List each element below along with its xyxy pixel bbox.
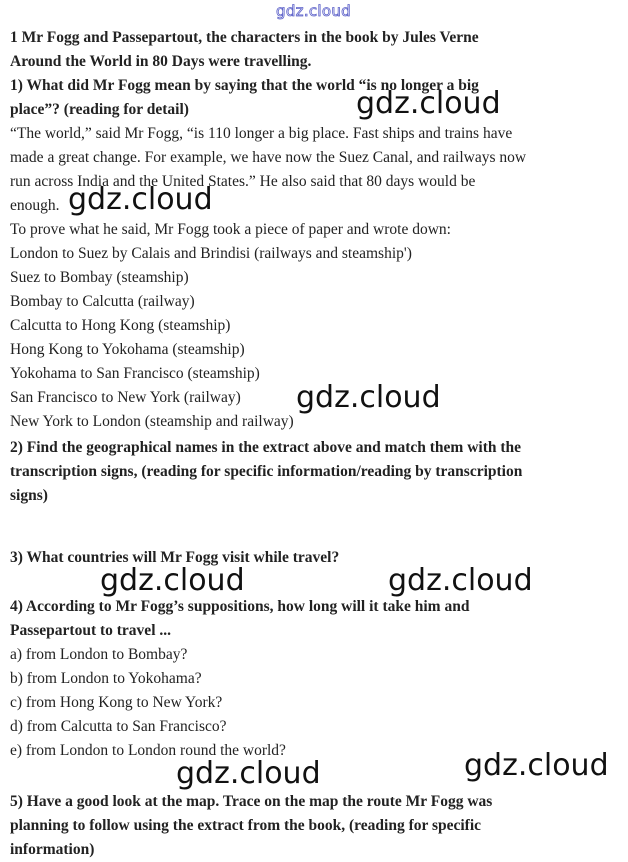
sub-question: d) from Calcutta to San Francisco? — [10, 718, 227, 735]
route-item: Suez to Bombay (steamship) — [10, 269, 189, 286]
text-line: run across India and the United States.” He also said that 80 days would be — [10, 173, 476, 190]
text-line: To prove what he said, Mr Fogg took a piece of paper and wrote down: — [10, 221, 451, 238]
text-line: information) — [10, 841, 95, 858]
text-line: “The world,” said Mr Fogg, “is 110 longer a big place. Fast ships and trains have — [10, 125, 513, 142]
text-line: transcription signs, (reading for specific information/reading by transcription — [10, 463, 523, 480]
route-item: New York to London (steamship and railway) — [10, 413, 294, 430]
route-item: Calcutta to Hong Kong (steamship) — [10, 317, 231, 334]
route-item: Bombay to Calcutta (railway) — [10, 293, 195, 310]
route-item: Yokohama to San Francisco (steamship) — [10, 365, 260, 382]
text-line: 1 Mr Fogg and Passepartout, the characters in the book by Jules Verne — [10, 29, 479, 46]
question-2: 2) Find the geographical names in the extract above and match them with the — [10, 439, 522, 456]
text-line: enough. — [10, 197, 60, 214]
text-line: planning to follow using the extract from the book, (reading for specific — [10, 817, 482, 834]
question-5: 5) Have a good look at the map. Trace on the map the route Mr Fogg was — [10, 793, 493, 810]
watermark: gdz.cloud — [68, 182, 213, 217]
top-watermark: gdz.cloud — [276, 2, 352, 20]
text-line: place”? (reading for detail) — [10, 101, 189, 118]
watermark: gdz.cloud — [388, 563, 533, 598]
route-item: San Francisco to New York (railway) — [10, 389, 241, 406]
watermark: gdz.cloud — [176, 756, 321, 791]
text-line: Passepartout to travel ... — [10, 622, 171, 639]
question-4: 4) According to Mr Fogg’s suppositions, how long will it take him and — [10, 598, 470, 615]
route-item: London to Suez by Calais and Brindisi (railways and steamship') — [10, 245, 412, 262]
sub-question: e) from London to London round the world? — [10, 742, 286, 759]
sub-question: a) from London to Bombay? — [10, 646, 188, 663]
watermark: gdz.cloud — [464, 748, 609, 783]
route-item: Hong Kong to Yokohama (steamship) — [10, 341, 245, 358]
text-line: signs) — [10, 487, 48, 504]
sub-question: c) from Hong Kong to New York? — [10, 694, 223, 711]
text-line: Around the World in 80 Days were travelling. — [10, 53, 312, 70]
watermark: gdz.cloud — [100, 563, 245, 598]
sub-question: b) from London to Yokohama? — [10, 670, 202, 687]
watermark: gdz.cloud — [356, 86, 501, 121]
text-line: made a great change. For example, we have now the Suez Canal, and railways now — [10, 149, 527, 166]
watermark: gdz.cloud — [296, 380, 441, 415]
question-3: 3) What countries will Mr Fogg visit while travel? — [10, 549, 340, 566]
question-1: 1) What did Mr Fogg mean by saying that the world “is no longer a big — [10, 77, 479, 94]
